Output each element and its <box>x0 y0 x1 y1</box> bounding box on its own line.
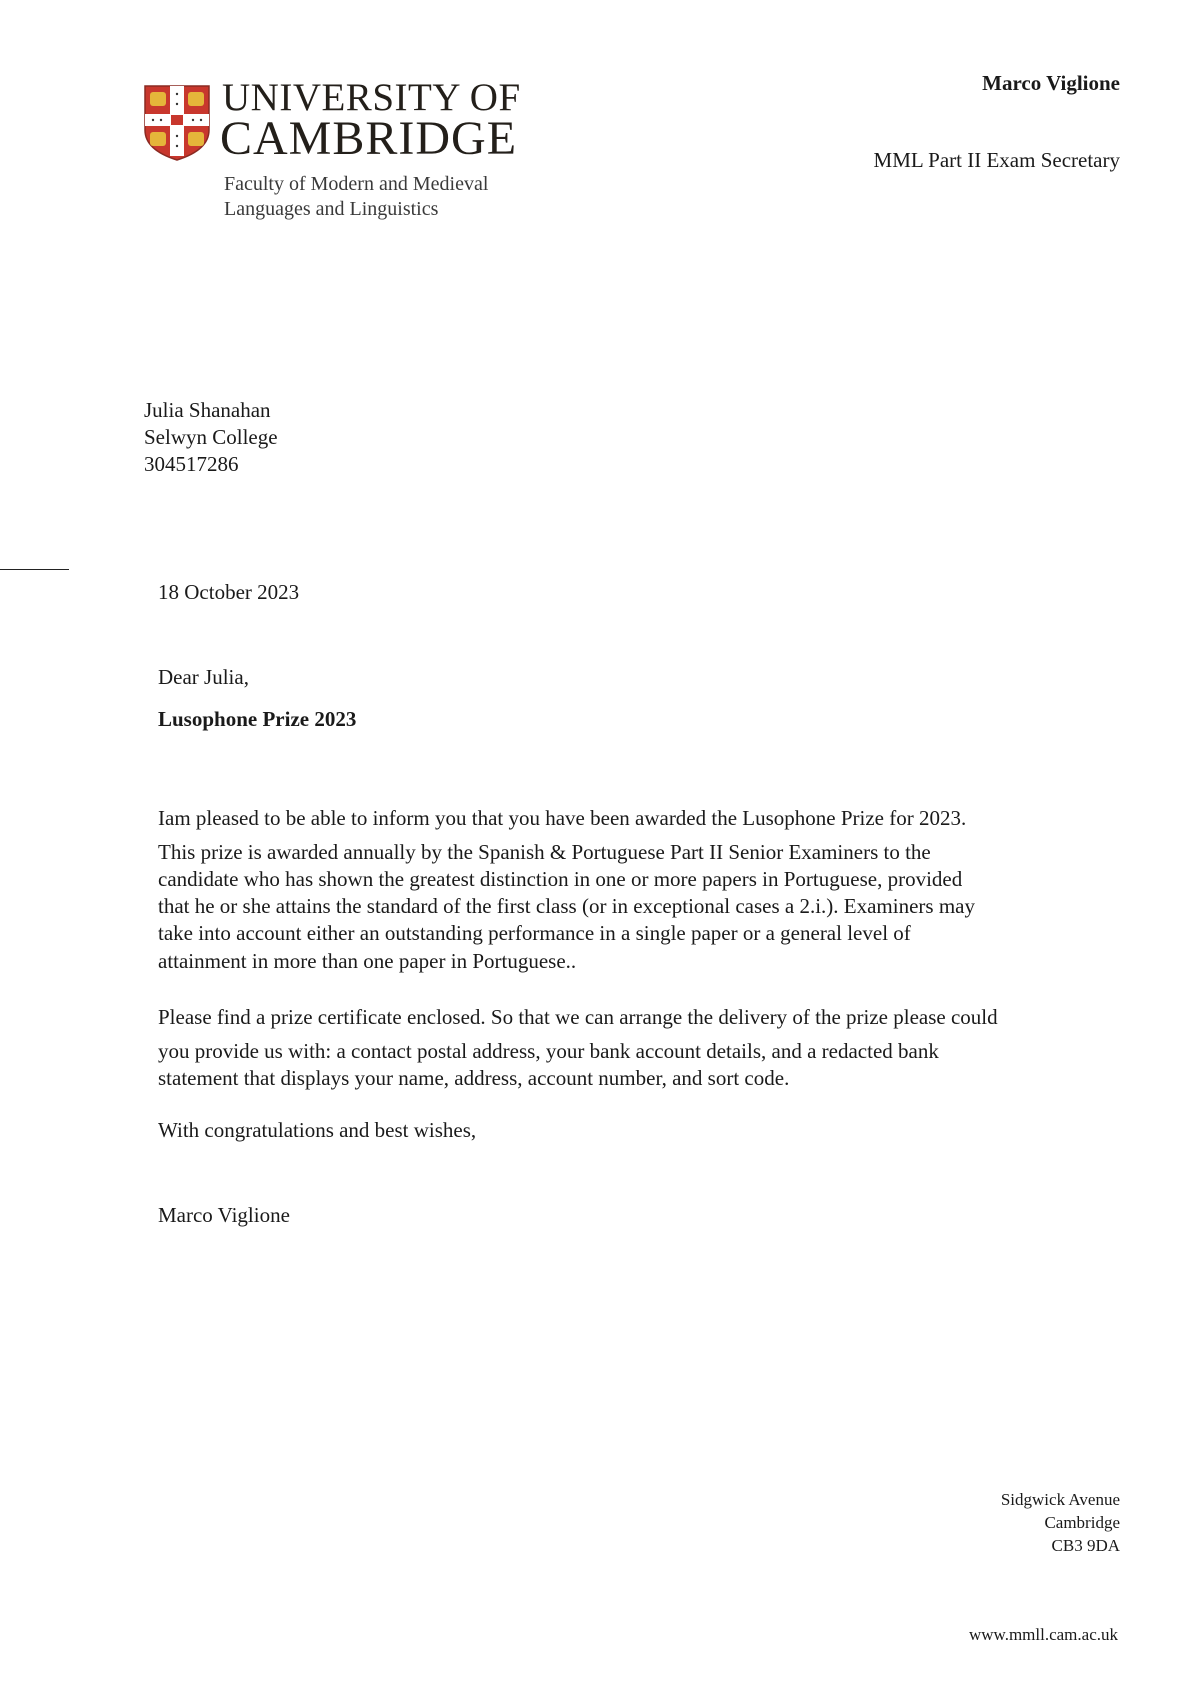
footer-address-line: CB3 9DA <box>1051 1536 1120 1555</box>
logo-university-of: UNIVERSITY OF <box>222 76 521 119</box>
letter-date: 18 October 2023 <box>158 580 300 604</box>
paragraph-line: statement that displays your name, address, account number, and sort code. <box>158 1066 790 1090</box>
shield-icon <box>143 84 211 162</box>
faculty-line-2: Languages and Linguistics <box>224 198 439 220</box>
paragraph-line: candidate who has shown the greatest distinction in one or more papers in Portuguese, provided <box>158 867 963 891</box>
sender-role: MML Part II Exam Secretary <box>873 148 1120 172</box>
recipient-name: Julia Shanahan <box>144 398 271 422</box>
paragraph-line: attainment in more than one paper in Portuguese.. <box>158 949 577 973</box>
subject-line: Lusophone Prize 2023 <box>158 707 357 731</box>
paragraph-line: take into account either an outstanding performance in a single paper or a general level of <box>158 921 911 945</box>
paragraph-line: that he or she attains the standard of the first class (or in exceptional cases a 2.i.). Examiners may <box>158 894 975 918</box>
paragraph-line: you provide us with: a contact postal address, your bank account details, and a redacted bank <box>158 1039 939 1063</box>
paragraph-line: Iam pleased to be able to inform you that you have been awarded the Lusophone Prize for 2023. <box>158 806 967 830</box>
closing: With congratulations and best wishes, <box>158 1118 477 1142</box>
footer-website[interactable]: www.mmll.cam.ac.uk <box>968 1625 1118 1644</box>
recipient-college: Selwyn College <box>144 425 278 449</box>
footer-address-line: Sidgwick Avenue <box>1000 1490 1120 1509</box>
fold-mark <box>0 569 69 570</box>
paragraph-line: Please find a prize certificate enclosed. So that we can arrange the delivery of the prize please could <box>158 1005 998 1029</box>
paragraph-line: This prize is awarded annually by the Spanish & Portuguese Part II Senior Examiners to the <box>158 840 931 864</box>
sender-name: Marco Viglione <box>982 71 1120 95</box>
recipient-id: 304517286 <box>144 452 239 476</box>
logo-cambridge: CAMBRIDGE <box>220 112 518 165</box>
salutation: Dear Julia, <box>158 665 249 689</box>
university-logo <box>143 84 211 167</box>
signature-name: Marco Viglione <box>158 1203 290 1227</box>
footer-address-line: Cambridge <box>1044 1513 1120 1532</box>
faculty-line-1: Faculty of Modern and Medieval <box>224 173 489 195</box>
